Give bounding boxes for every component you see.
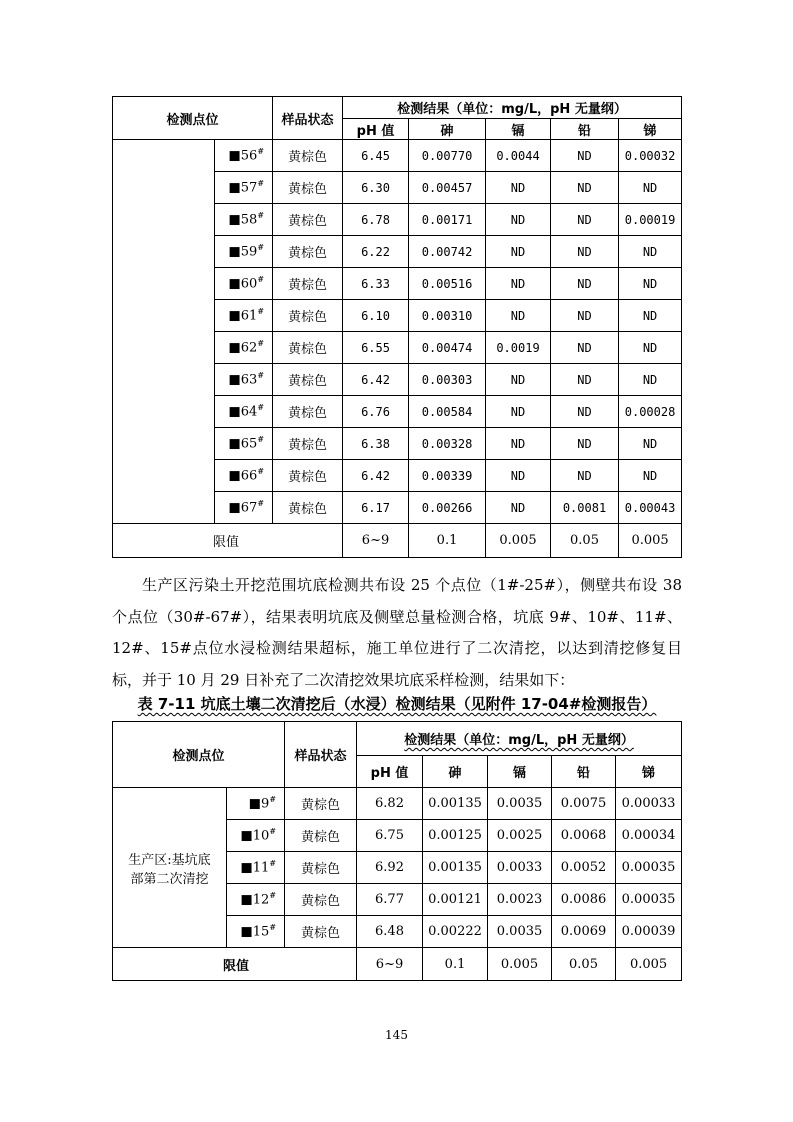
sample-state: 黄棕色	[273, 268, 343, 300]
value-cd: ND	[486, 172, 551, 204]
point-id	[215, 332, 273, 364]
subheader-0: pH 值	[357, 756, 423, 788]
value-sb: ND	[619, 428, 682, 460]
value-ph: 6.77	[357, 884, 423, 916]
table-row	[113, 788, 682, 820]
subheader-2: 镉	[488, 756, 552, 788]
sample-state: 黄棕色	[273, 428, 343, 460]
hash-mark: #	[257, 371, 265, 381]
value-pb: ND	[551, 364, 619, 396]
point-id-text: ■56	[228, 148, 258, 164]
sample-state: 黄棕色	[285, 820, 357, 852]
header-result: 检测结果（单位：mg/L，pH 无量纲）	[343, 97, 682, 119]
value-sb: 0.00033	[616, 788, 682, 820]
hash-mark: #	[269, 923, 277, 933]
hash-mark: #	[257, 499, 265, 509]
point-id-text: ■64	[228, 404, 258, 420]
point-id	[215, 364, 273, 396]
sample-state: 黄棕色	[273, 204, 343, 236]
point-id	[227, 820, 285, 852]
value-pb: ND	[551, 428, 619, 460]
point-id	[215, 204, 273, 236]
value-sb: 0.00035	[616, 884, 682, 916]
value-pb: 0.0069	[552, 916, 616, 948]
value-ph: 6.38	[343, 428, 409, 460]
header-result	[357, 722, 682, 756]
point-id	[215, 300, 273, 332]
sample-state: 黄棕色	[273, 492, 343, 524]
value-sb: ND	[619, 460, 682, 492]
point-id-text: ■11	[240, 860, 270, 876]
subheader-3: 铅	[551, 119, 619, 140]
value-as: 0.00770	[409, 140, 486, 172]
page-number: 145	[385, 1028, 408, 1042]
value-ph: 6.76	[343, 396, 409, 428]
value-as: 0.00339	[409, 460, 486, 492]
value-ph: 6.30	[343, 172, 409, 204]
value-as: 0.00742	[409, 236, 486, 268]
value-pb: 0.0081	[551, 492, 619, 524]
subheader-1: 砷	[409, 119, 486, 140]
value-cd: ND	[486, 204, 551, 236]
value-pb: ND	[551, 268, 619, 300]
header-state: 样品状态	[285, 722, 357, 788]
hash-mark: #	[257, 275, 265, 285]
value-sb: 0.00034	[616, 820, 682, 852]
header-point: 检测点位	[113, 97, 273, 140]
sample-state: 黄棕色	[273, 396, 343, 428]
table-row	[113, 140, 682, 172]
value-cd: ND	[486, 300, 551, 332]
point-id-text: ■62	[228, 340, 258, 356]
table-7-11	[112, 721, 682, 981]
limit-value: 0.005	[488, 948, 552, 981]
value-cd: 0.0044	[486, 140, 551, 172]
value-cd: ND	[486, 236, 551, 268]
value-cd: 0.0025	[488, 820, 552, 852]
point-id-text: ■59	[228, 244, 258, 260]
hash-mark: #	[269, 795, 277, 805]
value-ph: 6.17	[343, 492, 409, 524]
value-sb: 0.00032	[619, 140, 682, 172]
value-as: 0.00135	[423, 852, 488, 884]
value-as: 0.00474	[409, 332, 486, 364]
point-id-text: ■15	[240, 924, 270, 940]
point-id-text: ■9	[248, 796, 270, 812]
value-cd: ND	[486, 492, 551, 524]
hash-mark: #	[257, 211, 265, 221]
table-caption: 表 7-11 坑底土壤二次清挖后（水浸）检测结果（见附件 17-04#检测报告）	[137, 695, 657, 713]
area-cell: 生产区:基坑底部第二次清挖	[113, 788, 227, 948]
hash-mark: #	[257, 467, 265, 477]
point-id	[227, 884, 285, 916]
value-sb: 0.00019	[619, 204, 682, 236]
value-ph: 6.92	[357, 852, 423, 884]
point-id-text: ■63	[228, 372, 258, 388]
value-sb: ND	[619, 300, 682, 332]
value-cd: ND	[486, 396, 551, 428]
value-pb: ND	[551, 172, 619, 204]
sample-state: 黄棕色	[273, 172, 343, 204]
value-sb: ND	[619, 172, 682, 204]
point-id-text: ■57	[228, 180, 258, 196]
value-cd: ND	[486, 364, 551, 396]
value-sb: 0.00039	[616, 916, 682, 948]
value-ph: 6.55	[343, 332, 409, 364]
table-7-10-continued	[112, 96, 682, 558]
value-as: 0.00222	[423, 916, 488, 948]
value-as: 0.00121	[423, 884, 488, 916]
value-sb: ND	[619, 268, 682, 300]
point-id	[215, 492, 273, 524]
value-pb: 0.0052	[552, 852, 616, 884]
header-result-text: 检测结果（单位：mg/L，pH 无量纲）	[404, 733, 634, 748]
sample-state: 黄棕色	[273, 364, 343, 396]
value-ph: 6.10	[343, 300, 409, 332]
header-state: 样品状态	[273, 97, 343, 140]
value-ph: 6.42	[343, 364, 409, 396]
point-id-text: ■67	[228, 500, 258, 516]
hash-mark: #	[257, 307, 265, 317]
value-pb: ND	[551, 236, 619, 268]
hash-mark: #	[269, 891, 277, 901]
value-ph: 6.33	[343, 268, 409, 300]
limit-row	[113, 948, 682, 981]
limit-value: 0.1	[409, 524, 486, 558]
sample-state: 黄棕色	[285, 916, 357, 948]
header-point: 检测点位	[113, 722, 285, 788]
value-pb: ND	[551, 460, 619, 492]
value-cd: ND	[486, 428, 551, 460]
value-ph: 6.22	[343, 236, 409, 268]
point-id	[215, 236, 273, 268]
point-id	[215, 460, 273, 492]
subheader-4: 锑	[616, 756, 682, 788]
limit-value: 0.005	[619, 524, 682, 558]
value-sb: 0.00028	[619, 396, 682, 428]
value-cd: 0.0033	[488, 852, 552, 884]
hash-mark: #	[257, 147, 265, 157]
value-pb: ND	[551, 396, 619, 428]
point-id	[215, 140, 273, 172]
value-as: 0.00310	[409, 300, 486, 332]
point-id-text: ■12	[240, 892, 270, 908]
hash-mark: #	[257, 403, 265, 413]
value-sb: ND	[619, 364, 682, 396]
sample-state: 黄棕色	[285, 788, 357, 820]
value-as: 0.00328	[409, 428, 486, 460]
subheader-4: 锑	[619, 119, 682, 140]
value-as: 0.00125	[423, 820, 488, 852]
sample-state: 黄棕色	[273, 332, 343, 364]
sample-state: 黄棕色	[285, 852, 357, 884]
value-as: 0.00584	[409, 396, 486, 428]
value-pb: ND	[551, 332, 619, 364]
point-id-text: ■60	[228, 276, 258, 292]
limit-value: 6~9	[343, 524, 409, 558]
value-ph: 6.78	[343, 204, 409, 236]
sample-state: 黄棕色	[285, 884, 357, 916]
limit-value: 0.05	[552, 948, 616, 981]
sample-state: 黄棕色	[273, 300, 343, 332]
subheader-1: 砷	[423, 756, 488, 788]
limit-value: 0.05	[551, 524, 619, 558]
sample-state: 黄棕色	[273, 140, 343, 172]
limit-value: 0.1	[423, 948, 488, 981]
subheader-0: pH 值	[343, 119, 409, 140]
limit-value: 0.005	[616, 948, 682, 981]
value-cd: ND	[486, 268, 551, 300]
limit-row	[113, 524, 682, 558]
point-id	[227, 788, 285, 820]
hash-mark: #	[257, 339, 265, 349]
value-as: 0.00135	[423, 788, 488, 820]
value-ph: 6.45	[343, 140, 409, 172]
hash-mark: #	[257, 179, 265, 189]
value-as: 0.00516	[409, 268, 486, 300]
hash-mark: #	[257, 243, 265, 253]
hash-mark: #	[269, 859, 277, 869]
value-as: 0.00457	[409, 172, 486, 204]
value-ph: 6.82	[357, 788, 423, 820]
point-id	[227, 916, 285, 948]
value-sb: 0.00035	[616, 852, 682, 884]
point-id	[215, 396, 273, 428]
point-id-text: ■66	[228, 468, 258, 484]
point-id-text: ■10	[240, 828, 270, 844]
point-id	[227, 852, 285, 884]
area-cell	[113, 140, 215, 524]
limit-value: 0.005	[486, 524, 551, 558]
value-pb: ND	[551, 204, 619, 236]
point-id-text: ■61	[228, 308, 258, 324]
sample-state: 黄棕色	[273, 236, 343, 268]
point-id	[215, 172, 273, 204]
point-id	[215, 268, 273, 300]
limit-value: 6~9	[357, 948, 423, 981]
paragraph-text: 生产区污染土开挖范围坑底检测共布设 25 个点位（1#-25#），侧壁共布设 38 个点位（30#-67#），结果表明坑底及侧壁总量检测合格，坑底 9#、10#、11#、12#、15#点位水浸检测结果超标，施工单位进行了二次清挖，以达到清挖修复目标，并于 10 月 29 日补充了二次清挖效果坑底采样检测，结果如下：	[112, 576, 682, 689]
hash-mark: #	[257, 435, 265, 445]
point-id	[215, 428, 273, 460]
value-sb: ND	[619, 236, 682, 268]
value-pb: 0.0068	[552, 820, 616, 852]
sample-state: 黄棕色	[273, 460, 343, 492]
value-ph: 6.42	[343, 460, 409, 492]
value-as: 0.00171	[409, 204, 486, 236]
value-ph: 6.48	[357, 916, 423, 948]
value-ph: 6.75	[357, 820, 423, 852]
value-as: 0.00266	[409, 492, 486, 524]
point-id-text: ■58	[228, 212, 258, 228]
subheader-3: 铅	[552, 756, 616, 788]
value-pb: ND	[551, 300, 619, 332]
value-cd: 0.0019	[486, 332, 551, 364]
value-pb: ND	[551, 140, 619, 172]
body-paragraph	[112, 570, 682, 696]
value-pb: 0.0075	[552, 788, 616, 820]
value-cd: ND	[486, 460, 551, 492]
subheader-2: 镉	[486, 119, 551, 140]
point-id-text: ■65	[228, 436, 258, 452]
hash-mark: #	[269, 827, 277, 837]
value-cd: 0.0023	[488, 884, 552, 916]
value-as: 0.00303	[409, 364, 486, 396]
value-sb: ND	[619, 332, 682, 364]
value-cd: 0.0035	[488, 916, 552, 948]
limit-label: 限值	[113, 524, 343, 558]
value-cd: 0.0035	[488, 788, 552, 820]
value-sb: 0.00043	[619, 492, 682, 524]
value-pb: 0.0086	[552, 884, 616, 916]
limit-label: 限值	[113, 948, 357, 981]
